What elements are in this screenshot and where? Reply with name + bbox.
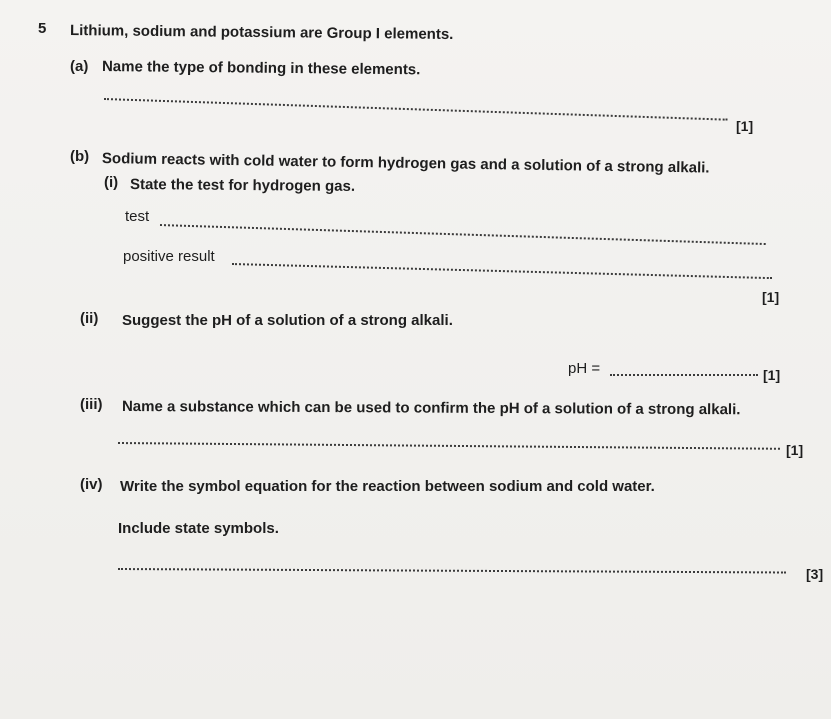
part-b-ii-label: (ii) (80, 310, 99, 327)
part-b-iii-label: (iii) (80, 396, 103, 413)
test-answer-line[interactable] (160, 224, 766, 245)
part-b-iv-text-2: Include state symbols. (118, 520, 279, 537)
part-b-i-label: (i) (104, 174, 119, 191)
part-a-text: Name the type of bonding in these elements. (101, 58, 421, 79)
part-b-iv-answer-line[interactable] (118, 568, 786, 573)
part-b-iv-label: (iv) (80, 476, 103, 493)
ph-label: pH = (568, 360, 601, 377)
positive-result-label: positive result (123, 248, 215, 265)
part-b-iii-mark: [1] (786, 442, 804, 458)
part-b-text: Sodium reacts with cold water to form hydrogen gas and a solution of a strong alkali. (101, 150, 710, 177)
part-b-label: (b) (70, 148, 90, 165)
positive-result-answer-line[interactable] (232, 263, 772, 279)
part-a-answer-line[interactable] (104, 98, 728, 121)
test-label: test (125, 208, 150, 225)
ph-answer-line[interactable] (610, 374, 758, 376)
question-number: 5 (38, 20, 47, 37)
part-b-i-text: State the test for hydrogen gas. (129, 176, 356, 195)
part-a-label: (a) (70, 58, 89, 75)
part-a-mark: [1] (736, 118, 754, 134)
part-b-iv-mark: [3] (806, 566, 824, 582)
question-intro: Lithium, sodium and potassium are Group I elements. (69, 22, 454, 44)
part-b-iii-text: Name a substance which can be used to confirm the pH of a solution of a strong alkali. (121, 398, 741, 419)
part-b-ii-mark: [1] (763, 367, 781, 383)
part-b-ii-text: Suggest the pH of a solution of a strong alkali. (122, 312, 453, 329)
part-b-iii-answer-line[interactable] (118, 442, 780, 450)
part-b-i-mark: [1] (762, 289, 780, 305)
part-b-iv-text: Write the symbol equation for the reaction between sodium and cold water. (120, 478, 655, 495)
